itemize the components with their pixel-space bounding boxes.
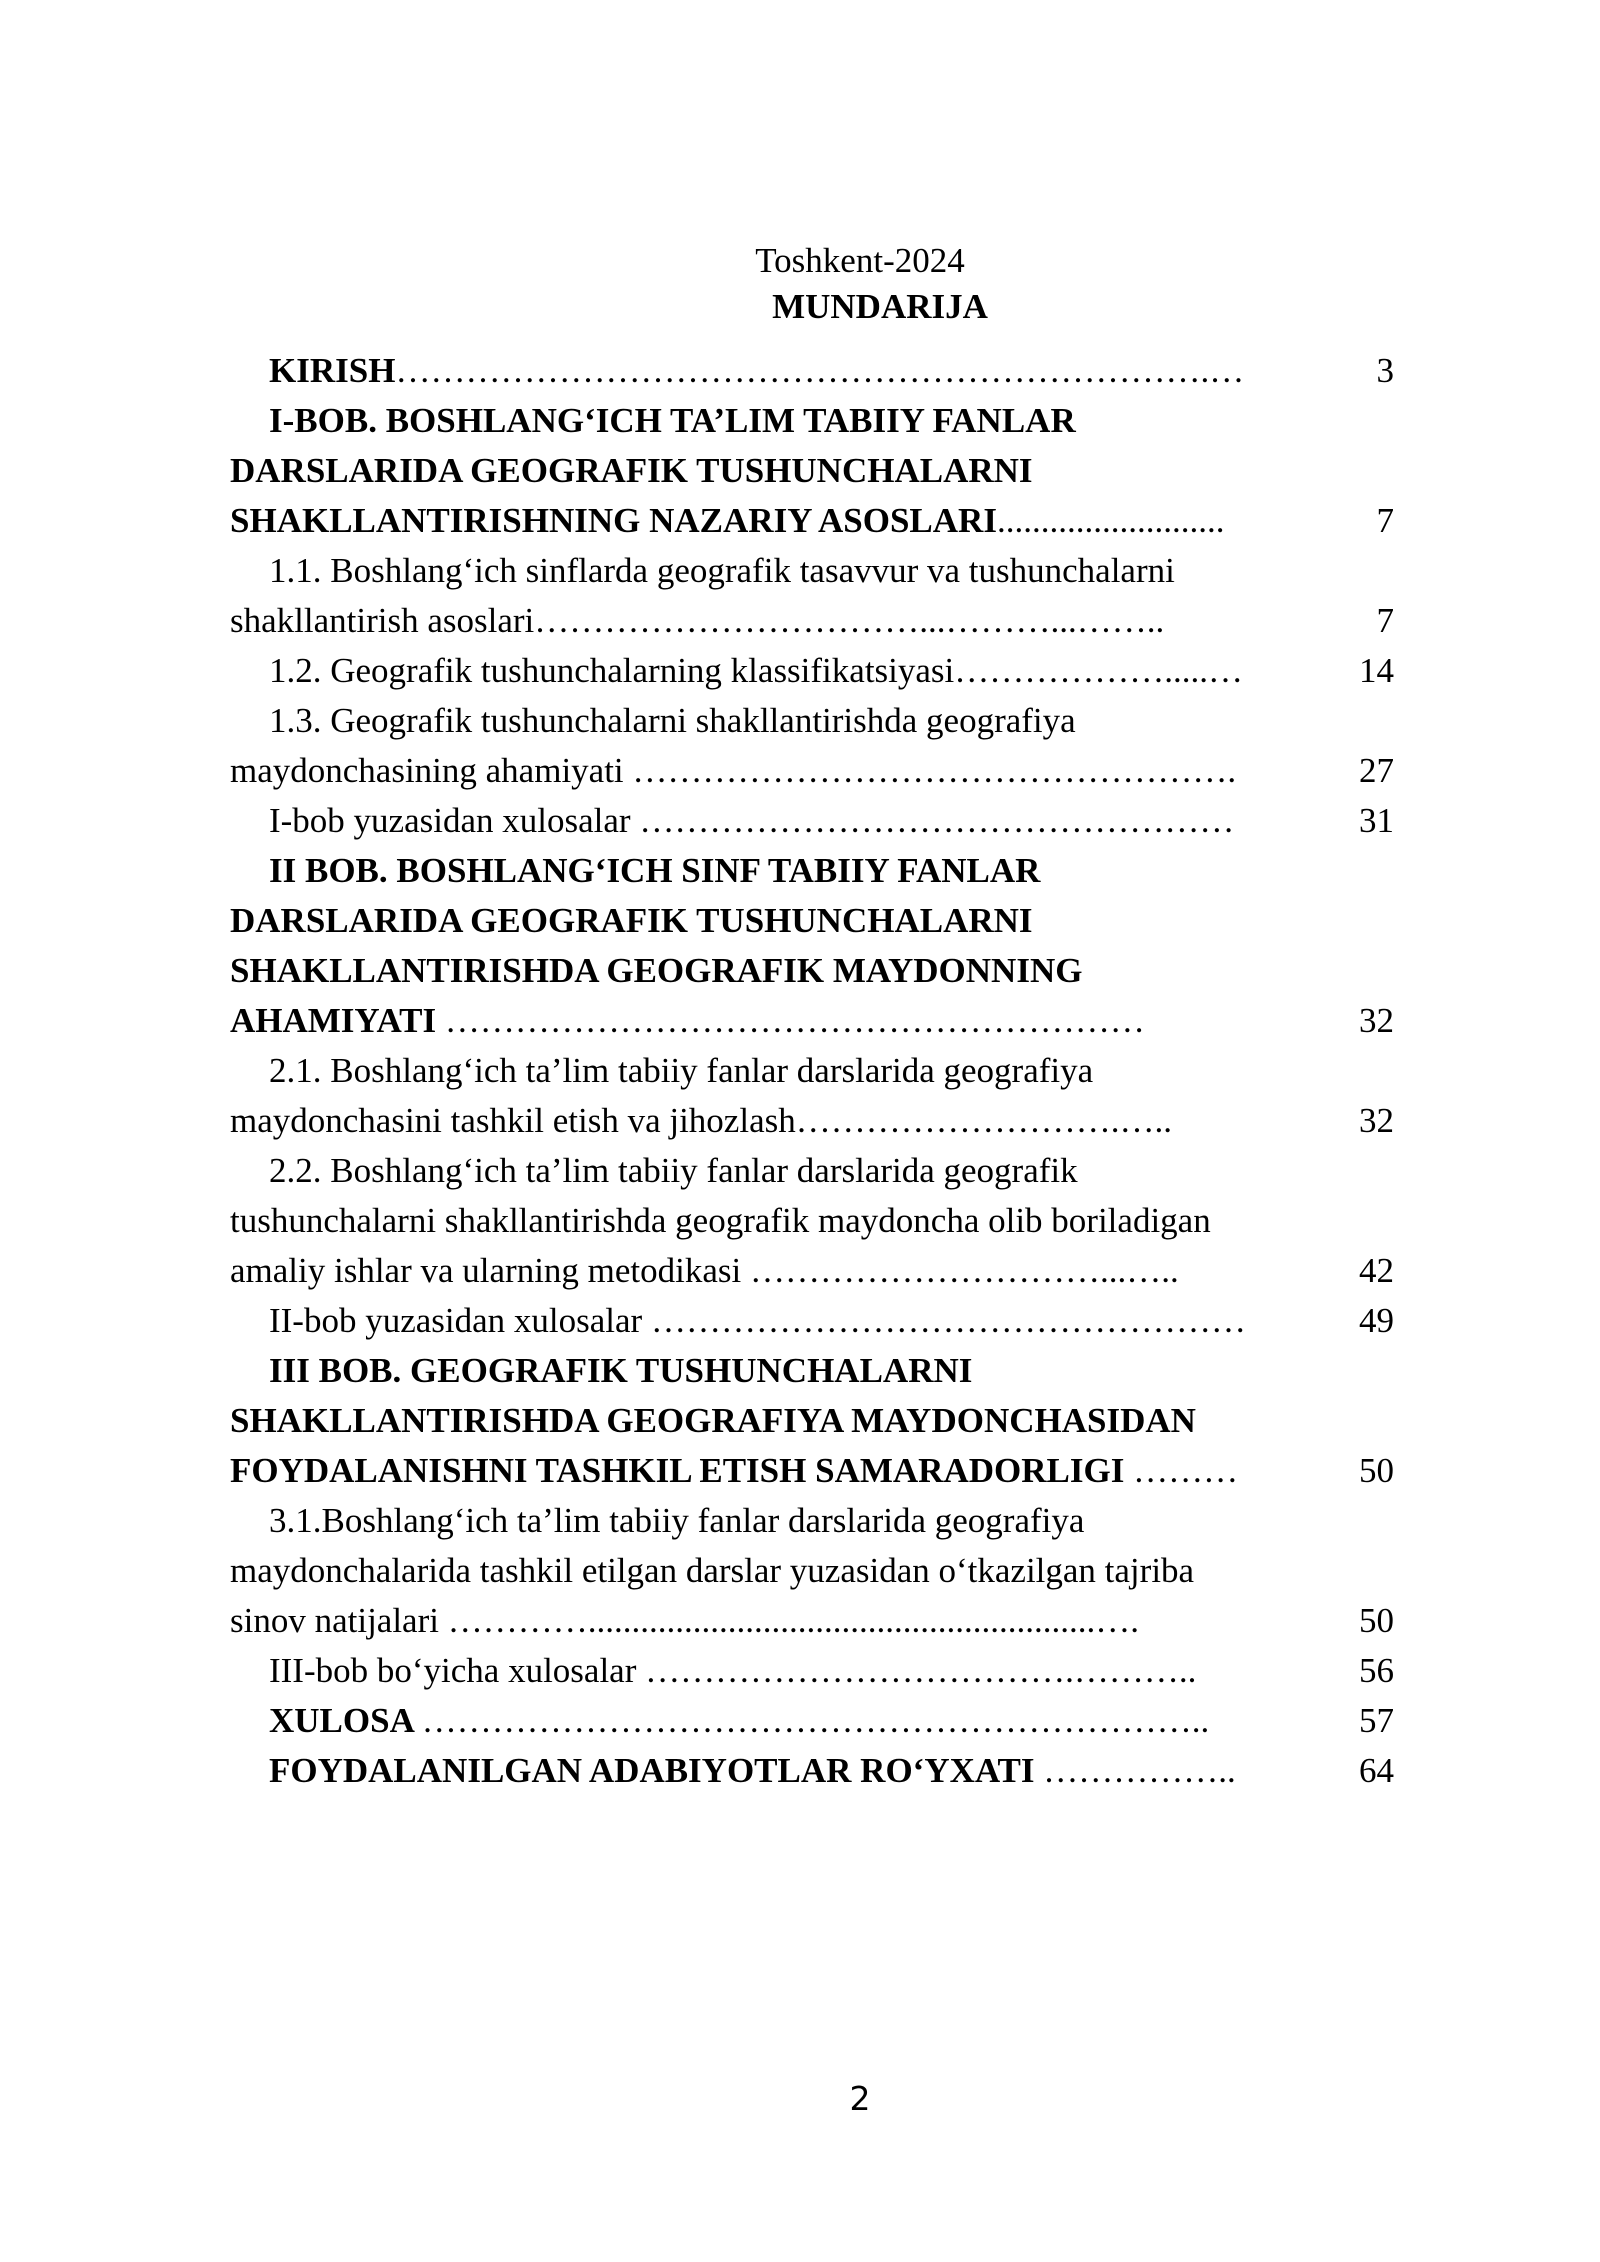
toc-heading: MUNDARIJA <box>772 287 988 326</box>
toc-entry-title: FOYDALANISHNI TASHKIL ETISH SAMARADORLIGI <box>230 1451 1134 1490</box>
toc-entry-line <box>0 696 1600 746</box>
city-year: Toshkent-2024 <box>755 241 965 280</box>
toc-entry-title: XULOSA <box>269 1701 422 1740</box>
toc-dot-leader: …………………………………………………………….… <box>395 351 1245 390</box>
toc-entry-line <box>0 1596 1600 1646</box>
toc-page-number: 50 <box>1359 1451 1394 1490</box>
toc-entry-line <box>0 746 1600 796</box>
toc-entry-title: AHAMIYATI <box>230 1001 445 1040</box>
toc-entry-line <box>0 646 1600 696</box>
toc-entry-line <box>0 896 1600 946</box>
toc-entry <box>0 1296 1600 1346</box>
toc-entry-line <box>0 996 1600 1046</box>
toc-entry-line <box>0 1646 1600 1696</box>
toc-page-number: 7 <box>1376 601 1394 640</box>
toc-entry-line <box>0 946 1600 996</box>
toc-entry-line <box>0 1696 1600 1746</box>
toc-entry-title: FOYDALANILGAN ADABIYOTLAR RO‘YXATI <box>269 1751 1044 1790</box>
toc-entry-title: 3.1.Boshlang‘ich ta’lim tabiiy fanlar darslarida geografiya <box>269 1501 1085 1540</box>
toc-entry <box>0 796 1600 846</box>
toc-entry-line <box>0 1496 1600 1546</box>
toc-page-number: 42 <box>1359 1251 1394 1290</box>
toc-dot-leader: …………………………...….. <box>750 1251 1179 1290</box>
toc-entry-title: SHAKLLANTIRISHDA GEOGRAFIYA MAYDONCHASIDAN <box>230 1401 1196 1440</box>
toc-entry-title: SHAKLLANTIRISHNING NAZARIY ASOSLARI <box>230 501 997 540</box>
toc-entry-title: II-bob yuzasidan xulosalar <box>269 1301 651 1340</box>
toc-entry <box>0 1046 1600 1146</box>
toc-entry-title: SHAKLLANTIRISHDA GEOGRAFIK MAYDONNING <box>230 951 1083 990</box>
toc-entry-title: sinov natijalari <box>230 1601 448 1640</box>
toc-entry-title: II BOB. BOSHLANG‘ICH SINF TABIIY FANLAR <box>269 851 1041 890</box>
toc-entry <box>0 1696 1600 1746</box>
toc-dot-leader: …………………………………………… <box>650 1301 1246 1340</box>
toc-entry <box>0 646 1600 696</box>
toc-entry-line <box>0 1396 1600 1446</box>
toc-entry <box>0 396 1600 546</box>
toc-entry-title: KIRISH <box>269 351 396 390</box>
toc-dot-leader: ……………….....… <box>954 651 1244 690</box>
toc-entry-line <box>0 1296 1600 1346</box>
toc-entry <box>0 1146 1600 1296</box>
toc-page-number: 31 <box>1359 801 1394 840</box>
toc-entry-title: 1.3. Geografik tushunchalarni shakllantirishda geografiya <box>269 701 1076 740</box>
toc-entry-line <box>0 496 1600 546</box>
toc-entry-line <box>0 1246 1600 1296</box>
toc-dot-leader: ……… <box>1133 1451 1239 1490</box>
toc-entry <box>0 846 1600 1046</box>
toc-page-number: 32 <box>1359 1001 1394 1040</box>
toc-entry-title: shakllantirish asoslari <box>230 601 535 640</box>
toc-entry-line <box>0 1746 1600 1796</box>
toc-entry-line <box>0 446 1600 496</box>
toc-entry <box>0 1346 1600 1496</box>
toc-entry-line <box>0 1046 1600 1096</box>
toc-entry-title: I-bob yuzasidan xulosalar <box>269 801 640 840</box>
toc-entry-line <box>0 396 1600 446</box>
toc-entry-line <box>0 346 1600 396</box>
toc-dot-leader: …………………………………………… <box>639 801 1235 840</box>
toc-page-number: 32 <box>1359 1101 1394 1140</box>
toc-entry-title: 1.2. Geografik tushunchalarning klassifikatsiyasi <box>269 651 955 690</box>
toc-entry-title: 1.1. Boshlang‘ich sinflarda geografik tasavvur va tushunchalarni <box>269 551 1175 590</box>
toc-entry <box>0 696 1600 796</box>
toc-dot-leader: ………………………………………………………….. <box>421 1701 1210 1740</box>
toc-entry-title: amaliy ishlar va ularning metodikasi <box>230 1251 751 1290</box>
toc-entry-title: maydonchasini tashkil etish va jihozlash <box>230 1101 796 1140</box>
toc-entry-line <box>0 1546 1600 1596</box>
toc-page-number: 57 <box>1359 1701 1394 1740</box>
toc-dot-leader: ……………………….….. <box>795 1101 1172 1140</box>
toc-entry-title: III BOB. GEOGRAFIK TUSHUNCHALARNI <box>269 1351 973 1390</box>
table-of-contents <box>0 346 1600 1796</box>
toc-dot-leader: …………..........................................................…. <box>447 1601 1139 1640</box>
page-number: 2 <box>849 2079 871 2118</box>
toc-page-number: 49 <box>1359 1301 1394 1340</box>
toc-entry-title: maydonchasining ahamiyati <box>230 751 633 790</box>
toc-entry-line <box>0 596 1600 646</box>
toc-entry-line <box>0 1446 1600 1496</box>
toc-entry <box>0 1646 1600 1696</box>
toc-dot-leader: …………….. <box>1043 1751 1236 1790</box>
toc-entry-line <box>0 796 1600 846</box>
toc-entry-title: 2.2. Boshlang‘ich ta’lim tabiiy fanlar darslarida geografik <box>269 1151 1078 1190</box>
toc-entry-title: I-BOB. BOSHLANG‘ICH TA’LIM TABIIY FANLAR <box>269 401 1076 440</box>
toc-entry-title: 2.1. Boshlang‘ich ta’lim tabiiy fanlar darslarida geografiya <box>269 1051 1094 1090</box>
toc-entry-line <box>0 1096 1600 1146</box>
toc-page-number: 7 <box>1376 501 1394 540</box>
toc-entry-line <box>0 846 1600 896</box>
toc-entry-title: maydonchalarida tashkil etilgan darslar yuzasidan o‘tkazilgan tajriba <box>230 1551 1195 1590</box>
toc-entry <box>0 1746 1600 1796</box>
toc-entry-line <box>0 1196 1600 1246</box>
toc-entry-line <box>0 1346 1600 1396</box>
toc-page-number: 56 <box>1359 1651 1394 1690</box>
toc-entry <box>0 1496 1600 1646</box>
toc-entry-title: DARSLARIDA GEOGRAFIK TUSHUNCHALARNI <box>230 451 1033 490</box>
toc-dot-leader: ……………………………...………...…….. <box>534 601 1165 640</box>
toc-dot-leader: …………………………………………………… <box>444 1001 1145 1040</box>
toc-entry-title: tushunchalarni shakllantirishda geografik maydoncha olib boriladigan <box>230 1201 1211 1240</box>
toc-page-number: 50 <box>1359 1601 1394 1640</box>
toc-entry-line <box>0 546 1600 596</box>
toc-dot-leader: ……………………………….……….. <box>645 1651 1197 1690</box>
toc-entry-line <box>0 1146 1600 1196</box>
toc-page-number: 3 <box>1376 351 1394 390</box>
toc-page-number: 14 <box>1359 651 1394 690</box>
toc-page-number: 64 <box>1359 1751 1394 1790</box>
toc-entry <box>0 346 1600 396</box>
toc-dot-leader: ……………………………………………. <box>632 751 1237 790</box>
toc-dot-leader: .......................... <box>996 501 1225 540</box>
toc-page-number: 27 <box>1359 751 1394 790</box>
toc-entry <box>0 546 1600 646</box>
toc-entry-title: DARSLARIDA GEOGRAFIK TUSHUNCHALARNI <box>230 901 1033 940</box>
toc-entry-title: III-bob bo‘yicha xulosalar <box>269 1651 646 1690</box>
